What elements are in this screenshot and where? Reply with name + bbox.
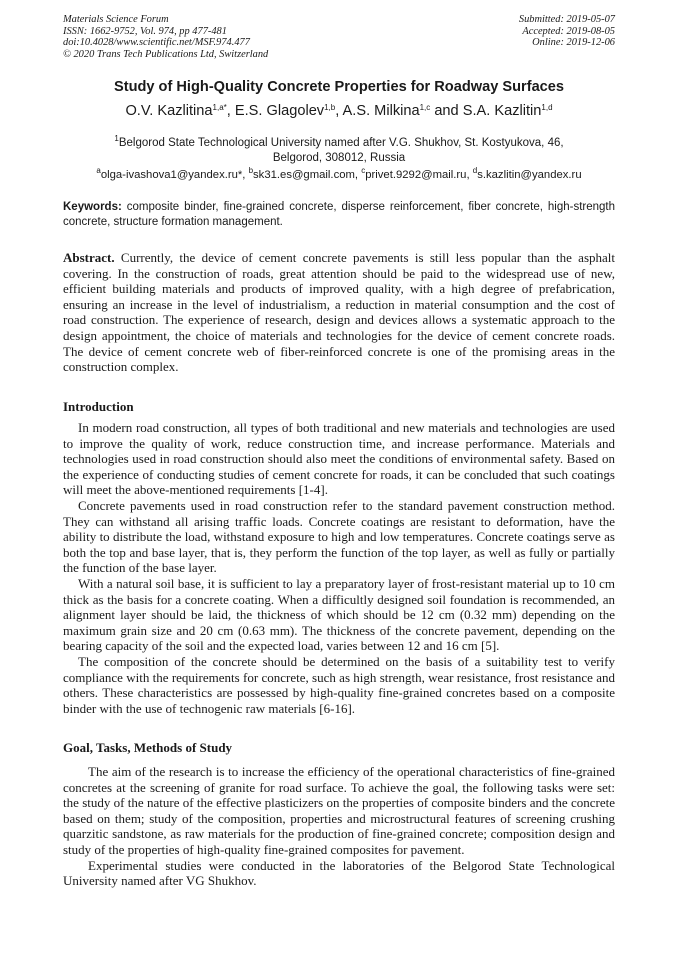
affiliation-mark: 1 <box>114 134 119 143</box>
email-address[interactable]: privet.9292@mail.ru <box>365 169 467 181</box>
goal-heading: Goal, Tasks, Methods of Study <box>63 740 233 755</box>
email-mark: b <box>248 166 254 175</box>
paragraph: Concrete pavements used in road construction refer to the standard pavement construction method. They can withstand all arising traffic loads. Concrete coatings are resistant to deformation, have the ability to distribute the load, withstand exposure to high and low temperatures. Concrete coatings serve as both the top and base layer, that is, they perform the function of the top layer, as well as fully or partially the function of the base layer. <box>63 497 615 576</box>
author-list <box>30 103 648 119</box>
author-name: S.A. Kazlitin <box>462 103 542 119</box>
author-affiliation-mark: 1,c <box>419 103 431 112</box>
email-separator: , <box>466 169 473 181</box>
email-address[interactable]: s.kazlitin@yandex.ru <box>477 169 582 181</box>
copyright-line: © 2020 Trans Tech Publications Ltd, Switzerland <box>63 48 269 60</box>
submitted-date: Submitted: 2019-05-07 <box>518 14 615 25</box>
abstract-label: Abstract. <box>63 250 115 265</box>
keywords-label: Keywords: <box>63 201 122 213</box>
email-mark: d <box>472 166 478 175</box>
email-list <box>30 166 648 181</box>
email-separator: , <box>354 169 362 181</box>
author-separator: , <box>335 103 343 119</box>
email-address[interactable]: olga-ivashova1@yandex.ru* <box>100 169 243 181</box>
accepted-date: Accepted: 2019-08-05 <box>522 25 615 37</box>
author-separator: and <box>430 103 463 119</box>
email-mark: c <box>361 166 366 175</box>
paragraph: With a natural soil base, it is sufficient to lay a preparatory layer of frost-resistant material up to 10 cm thick as the basis for a concrete coating. When a difficultly designed soil foundation is recommended, an alignment layer should be laid, the thickness of which should be 12 cm (0.32 mm) depending on the maximum grain size and 20 cm (0.63 mm). The thickness of the concrete pavement, depending on the bearing capacity of the soil and the expected load, varies between 12 and 16 cm [5]. <box>63 575 615 654</box>
abstract <box>63 250 615 375</box>
author-name: A.S. Milkina <box>342 103 420 119</box>
journal-name: Materials Science Forum <box>63 14 169 25</box>
paper-title: Study of High-Quality Concrete Properties for Roadway Surfaces <box>113 79 565 95</box>
author-affiliation-mark: 1,b <box>324 103 336 112</box>
dates-info <box>519 14 615 49</box>
email-mark: a <box>96 166 101 175</box>
doi-line[interactable]: doi:10.4028/www.scientific.net/MSF.974.477 <box>63 37 250 48</box>
online-date: Online: 2019-12-06 <box>532 37 615 48</box>
paragraph: In modern road construction, all types of both traditional and new materials and technologies are used to improve the quality of work, reduce construction time, and increase performance. Materials and technologies used in road construction should also meet the conditions of environmental safety. Based on the experience of conducting studies of cement concrete for roads, it can be concluded that such coatings will meet the above-mentioned requirements [1-4]. <box>63 420 615 498</box>
affiliation-line-2: Belgorod, 308012, Russia <box>272 152 406 164</box>
author-name: O.V. Kazlitina <box>125 103 213 119</box>
affiliation-line-1: Belgorod State Technological University named after V.G. Shukhov, St. Kostyukova, 46, <box>118 137 564 149</box>
keywords-text: composite binder, fine-grained concrete, disperse reinforcement, fiber concrete, high-strength concrete, structure formation management. <box>63 201 616 228</box>
author-affiliation-mark: 1,d <box>541 103 553 112</box>
introduction-heading: Introduction <box>63 399 134 414</box>
issn-line: ISSN: 1662-9752, Vol. 974, pp 477-481 <box>63 25 227 37</box>
affiliation <box>80 131 598 166</box>
paragraph: The aim of the research is to increase the efficiency of the operational characteristics of fine-grained concretes at the screening of granite for road surface. To achieve the goal, the following tasks were set: the study of the nature of the effective plasticizers on the properties of composite binders and the concrete based on them; study of the composition, properties and microstructural features of screening crushing quarzitic sandstone, as raw materials for the production of fine-grained concrete; composition design and study of the properties of high-quality fine-grained composites for pavement. <box>63 764 615 857</box>
author-affiliation-mark: 1,a* <box>212 103 227 112</box>
email-address[interactable]: sk31.es@gmail.com <box>253 169 355 181</box>
email-separator: , <box>242 169 249 181</box>
publication-info <box>63 14 268 60</box>
abstract-text: Currently, the device of cement concrete pavements is still less popular than the asphalt covering. In the construction of roads, great attention should be paid to the widespread use of new, efficient building materials and products of improved quality, with a high degree of prefabrication, ensuring an increase in the level of industrialism, a reduction in material consumption and the cost of road construction. The experience of research, design and devices allows a systematic approach to the design appointment, the choice of materials and technologies for the device of cement concrete roads. The device of cement concrete web of fiber-reinforced concrete is one of the promising areas in the construction complex. <box>63 250 616 375</box>
author-name: E.S. Glagolev <box>234 103 325 119</box>
keywords <box>63 200 615 230</box>
paragraph: The composition of the concrete should be determined on the basis of a suitability test to verify compliance with the requirements for concrete, such as high strength, wear resistance, frost resistance and others. These characteristics are possessed by high-quality fine-grained concretes based on a composite binder with the use of technogenic raw materials [6-16]. <box>63 653 615 716</box>
paragraph: Experimental studies were conducted in the laboratories of the Belgorod State Technological University named after VG Shukhov. <box>63 857 615 889</box>
author-separator: , <box>226 103 235 119</box>
goal-section <box>63 764 615 889</box>
introduction-section <box>63 420 615 716</box>
